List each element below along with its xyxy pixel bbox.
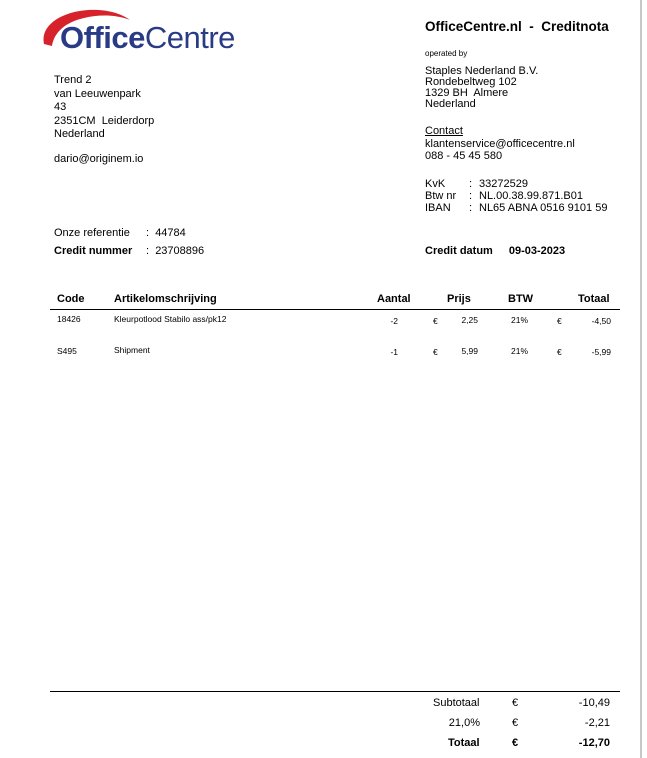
company-address — [425, 66, 538, 110]
vat-label: 21,0% — [448, 717, 480, 729]
btw-label: Btw nr — [425, 190, 457, 202]
column-header-code: Code — [57, 293, 85, 305]
contact-heading: Contact — [425, 125, 463, 137]
row-total: -4,50 — [591, 316, 611, 326]
vat-currency: € — [512, 717, 519, 729]
row-code: 18426 — [57, 314, 81, 324]
our-reference — [54, 227, 186, 239]
row-qty: -1 — [390, 347, 398, 357]
address-line: 2351CM Leiderdorp — [54, 114, 155, 127]
logo-wordmark — [60, 20, 235, 56]
vat-value: -2,21 — [584, 717, 610, 729]
address-line: 43 — [54, 101, 67, 114]
column-header-total: Totaal — [578, 293, 610, 305]
credit-date-value: 09-03-2023 — [508, 245, 566, 257]
iban-row — [425, 202, 607, 214]
separator: : — [469, 190, 473, 202]
row-description: Kleurpotlood Stabilo ass/pk12 — [114, 314, 227, 324]
separator: : — [146, 245, 150, 257]
row-currency: € — [433, 316, 438, 326]
subtotal-label: Subtotaal — [433, 697, 480, 709]
our-reference-label: Onze referentie — [54, 227, 130, 239]
address-line: Nederland — [54, 128, 105, 141]
kvk-row — [425, 178, 607, 190]
column-header-price: Prijs — [447, 293, 471, 305]
separator: : — [469, 178, 473, 190]
subtotal-currency: € — [512, 697, 519, 709]
credit-number-label: Credit nummer — [54, 245, 133, 257]
row-qty: -2 — [390, 316, 398, 326]
subtotal-value: -10,49 — [578, 697, 610, 709]
row-currency: € — [433, 347, 438, 357]
contact-phone: 088 - 45 45 580 — [425, 150, 503, 162]
iban-label: IBAN — [425, 202, 451, 214]
credit-number — [54, 245, 204, 257]
address-line: van Leeuwenpark — [54, 87, 141, 100]
separator: : — [469, 202, 473, 214]
column-header-description: Artikelomschrijving — [114, 293, 217, 305]
officecentre-logo — [38, 6, 258, 62]
operated-by-label: operated by — [425, 49, 468, 58]
credit-number-value: 23708896 — [155, 245, 205, 257]
row-currency: € — [557, 316, 562, 326]
company-line: Nederland — [425, 98, 476, 110]
row-total: -5,99 — [591, 347, 611, 357]
kvk-label: KvK — [425, 178, 446, 190]
total-currency: € — [512, 737, 519, 749]
document-title: OfficeCentre.nl - Creditnota — [425, 19, 609, 34]
company-line: Rondebeltweg 102 — [425, 76, 517, 88]
credit-date-label: Credit datum — [425, 245, 493, 257]
company-line: Staples Nederland B.V. — [425, 65, 539, 77]
customer-address — [54, 74, 154, 142]
logo-word-office: Office — [60, 20, 145, 55]
column-header-vat: BTW — [508, 293, 534, 305]
column-header-qty: Aantal — [377, 293, 411, 305]
separator: : — [146, 227, 150, 239]
table-header-divider — [50, 309, 620, 310]
btw-value: NL.00.38.99.871.B01 — [479, 190, 583, 202]
btw-row — [425, 190, 607, 202]
our-reference-value: 44784 — [155, 227, 186, 239]
total-label: Totaal — [448, 737, 480, 749]
logo-word-centre: Centre — [144, 20, 235, 55]
row-currency: € — [557, 347, 562, 357]
credit-date — [425, 245, 565, 257]
row-description: Shipment — [114, 345, 150, 355]
totals-divider — [50, 691, 620, 692]
iban-value: NL65 ABNA 0516 9101 59 — [479, 202, 608, 214]
contact-details — [425, 138, 575, 162]
customer-email: dario@originem.io — [54, 153, 144, 165]
company-line: 1329 BH Almere — [425, 87, 509, 99]
contact-email[interactable]: klantenservice@officecentre.nl — [425, 138, 575, 150]
total-value: -12,70 — [578, 737, 610, 749]
kvk-value: 33272529 — [479, 178, 528, 190]
row-vat: 21% — [510, 315, 528, 325]
row-code: S495 — [57, 346, 77, 356]
row-price: 2,25 — [461, 315, 478, 325]
address-line: Trend 2 — [54, 74, 92, 86]
row-vat: 21% — [510, 346, 528, 356]
row-price: 5,99 — [461, 346, 478, 356]
registration-details — [425, 178, 607, 214]
